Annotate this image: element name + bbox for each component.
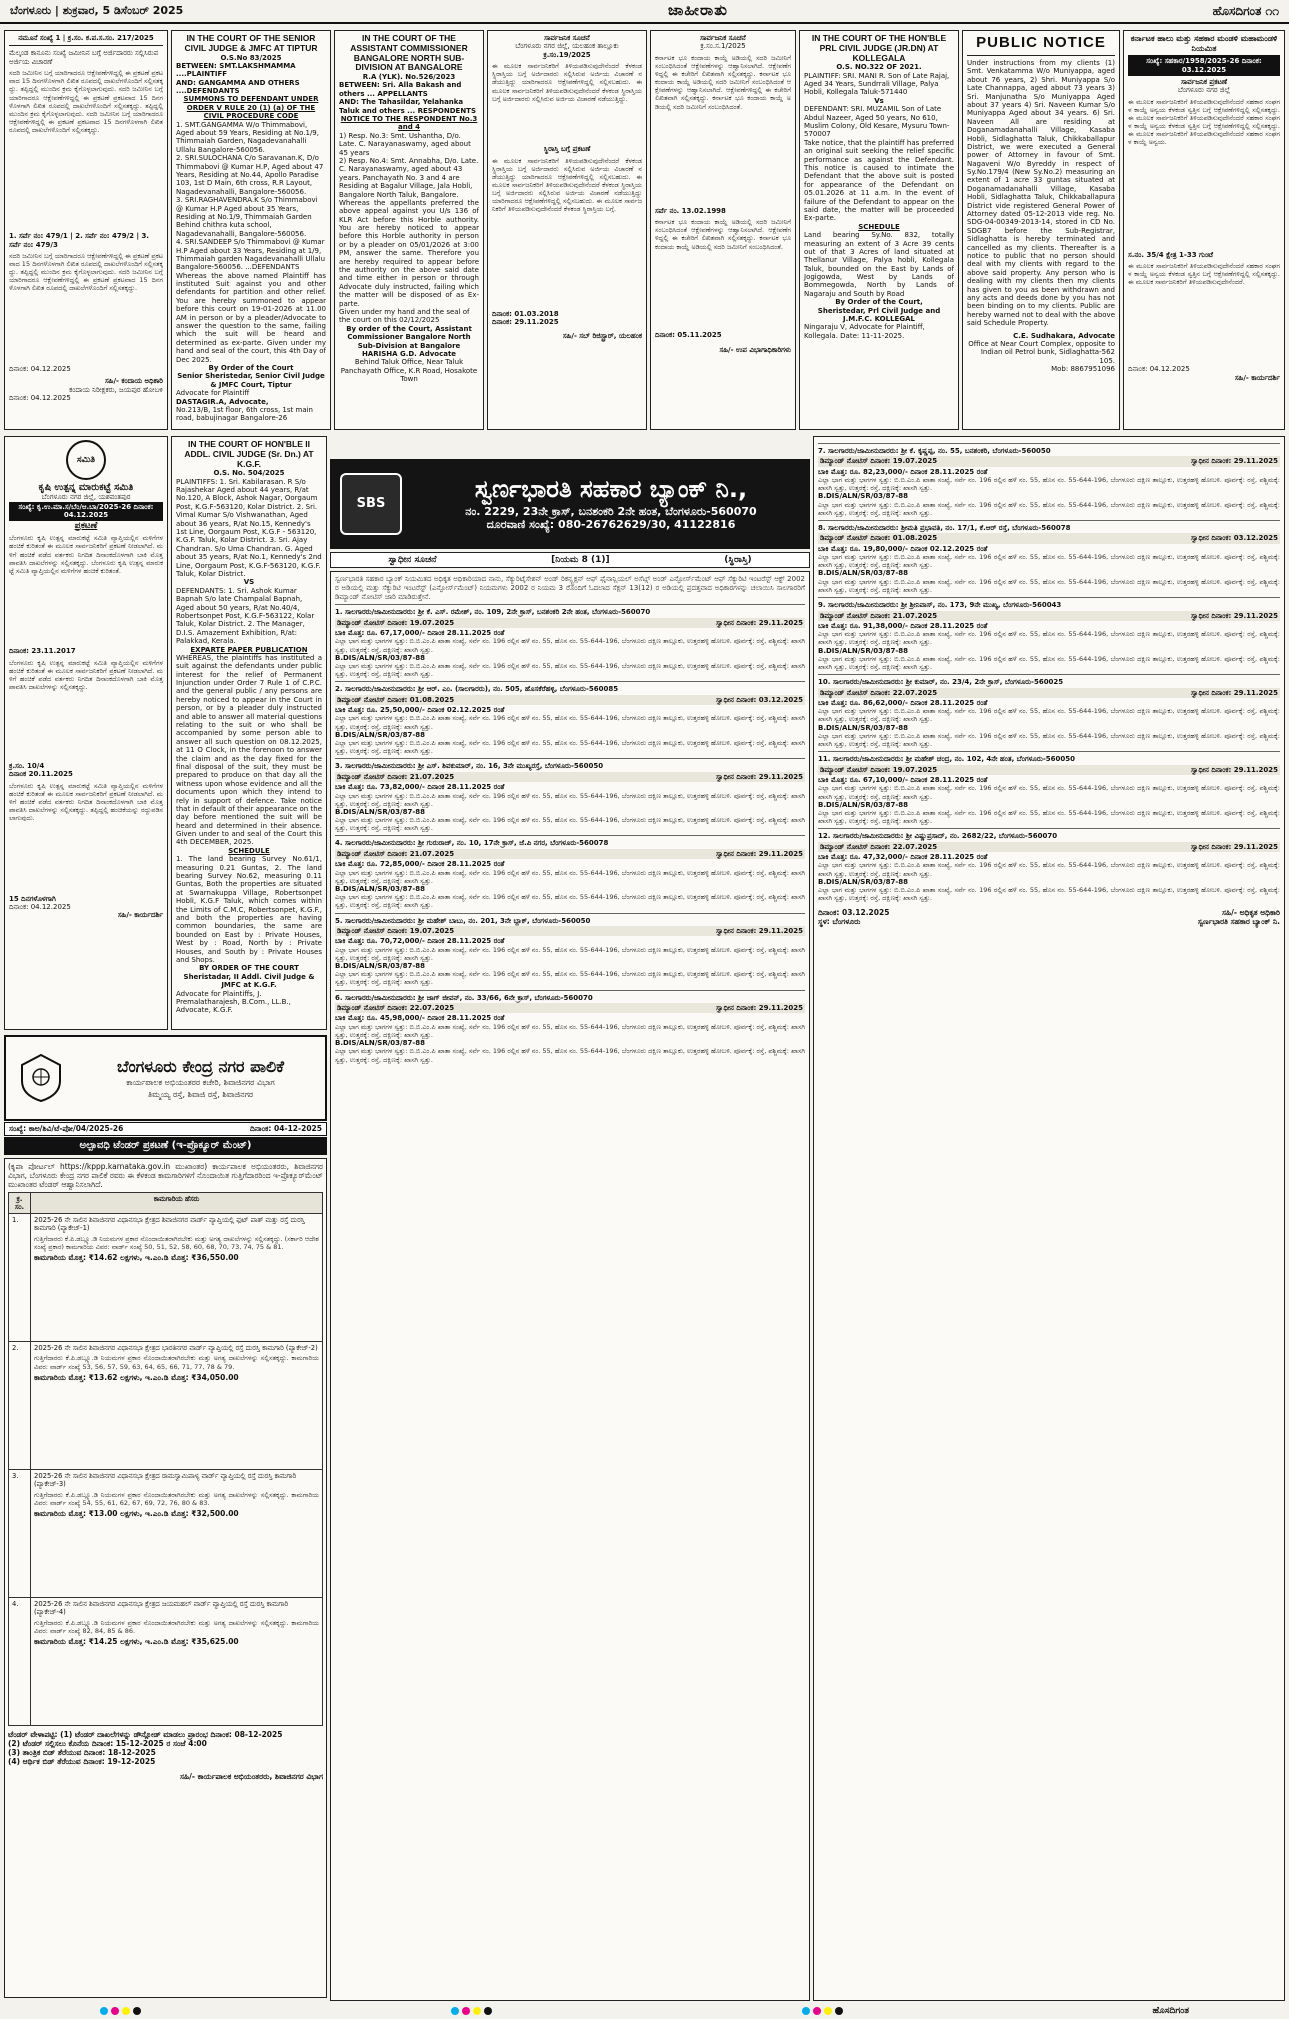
tender-col-no: ಕ್ರ. ಸಂ. [9, 1193, 31, 1214]
milk-federation-notice [1123, 30, 1285, 430]
account-entry [818, 520, 1280, 594]
account-desc-2: ಎಲ್ಲಾ ಭಾಗ ಮತ್ತು ಭಾಗಗಳ ಸ್ವತ್ತು: ಬಿ.ಬಿ.ಎಂ.ಪಿ ಖಾತಾ ಸಂಖ್ಯೆ, ಸರ್ವೆ ನಂ. 196 ರಲ್ಲಿನ ಹಳೆ ನಂ. 55, ಹೊಸ ನಂ. 55-644-196, ಬೆಂಗಳೂರು ದಕ್ಷಿಣ ತಾಲ್ಲೂಕು, ಉತ್ತರಹಳ್ಳಿ ಹೋಬಳಿ. ಪೂರ್ವಕ್ಕೆ: ರಸ್ತೆ, ಪಶ್ಚಿಮಕ್ಕೆ: ಖಾಸಗಿ ಸ್ವತ್ತು, ಉತ್ತರಕ್ಕೆ: ರಸ್ತೆ, ದಕ್ಷಿಣಕ್ಕೆ: ಖಾಸಗಿ ಸ್ವತ್ತು. [335, 739, 805, 756]
tiptur-and: AND: GANGAMMA AND OTHERS ....DEFENDANTS [176, 78, 300, 96]
account-head: 4. ಸಾಲಗಾರರು/ಜಾಮೀನುದಾರರು: ಶ್ರೀ ಗುರುರಾಜ್, ನಂ. 10, 17ನೇ ಕ್ರಾಸ್, ಜೆ.ಪಿ ನಗರ, ಬೆಂಗಳೂರು-560078 [335, 839, 609, 848]
bank-logo: SBS [340, 473, 402, 535]
tender-row-amount: ಕಾಮಗಾರಿಯ ಮೊತ್ತ: ₹13.00 ಲಕ್ಷಗಳು, ಇ.ಎಂ.ಡಿ ಮೊತ್ತ: ₹32,500.00 [34, 1508, 239, 1518]
account-amount: ಬಾಕಿ ಮೊತ್ತ: ರೂ. 25,50,000/- ದಿನಾಂಕ 02.12.2025 ರಂತೆ [335, 706, 505, 715]
account-entry [818, 443, 1280, 517]
bbmp-header [4, 1035, 327, 1121]
land-notice [4, 30, 168, 430]
possession-date: ಸ್ವಾಧೀನ ದಿನಾಂಕ: 29.11.2025 [716, 1003, 803, 1012]
account-ref: B.DIS/ALN/SR/03/87-88 [335, 807, 425, 816]
demand-date: ಡಿಮ್ಯಾಂಡ್ ನೋಟಿಸ್ ದಿನಾಂಕ: 22.07.2025 [337, 1003, 455, 1012]
tender-row-no: 1. [9, 1214, 31, 1342]
tender-row-filler: ಗುತ್ತಿಗೆದಾರರು ಕೆ.ಪಿ.ಡಬ್ಲ್ಯೂ.ಡಿ ನಿಯಮಗಳ ಪ್ರಕಾರ ನೊಂದಾಯಿತರಾಗಿರಬೇಕು ಮತ್ತು ಅಗತ್ಯ ದಾಖಲೆಗಳನ್ನು ಸಲ್ಲಿಸತಕ್ಕದ್ದು. (ಸರ್ಕಾರಿ ಆದೇಶ ಸಂಖ್ಯೆ ಪ್ರಕಾರ) ಕಾಮಗಾರಿಯ ವಿವರ: ವಾರ್ಡ್ ಸಂಖ್ಯೆ 50, 51, 52, 58, 60, 68, 70, 73, 74, 75 & 81. [34, 1234, 319, 1251]
bank-accounts-left [330, 571, 810, 2001]
milk-body: ಈ ಮೂಲಕ ಸಾರ್ವಜನಿಕರಿಗೆ ತಿಳಿಯಪಡಿಸುವುದೇನೆಂದರೆ ಸಹಕಾರ ಸಂಘಗಳ ಕಾಯ್ದೆ ಅನ್ವಯ ಕೆಳಕಂಡ ಸ್ವತ್ತಿನ ಬಗ್ಗೆ ಆಕ್ಷೇಪಣೆಗಳಿದ್ದಲ್ಲಿ ಸಲ್ಲಿಸತಕ್ಕದ್ದು. ಈ ಮೂಲಕ ಸಾರ್ವಜನಿಕರಿಗೆ ತಿಳಿಯಪಡಿಸುವುದೇನೆಂದರೆ ಸಹಕಾರ ಸಂಘಗಳ ಕಾಯ್ದೆ ಅನ್ವಯ ಕೆಳಕಂಡ ಸ್ವತ್ತಿನ ಬಗ್ಗೆ ಆಕ್ಷೇಪಣೆಗಳಿದ್ದಲ್ಲಿ ಸಲ್ಲಿಸತಕ್ಕದ್ದು. ಈ ಮೂಲಕ ಸಾರ್ವಜನಿಕರಿಗೆ ತಿಳಿಯಪಡಿಸುವುದೇನೆಂದರೆ ಸಹಕಾರ ಸಂಘಗಳ ಕಾಯ್ದೆ ಅನ್ವಯ. [1128, 97, 1280, 147]
kollegala-schedule-title: SCHEDULE [858, 222, 900, 231]
mid-notice-1-body: ಈ ಮೂಲಕ ಸಾರ್ವಜನಿಕರಿಗೆ ತಿಳಿಯಪಡಿಸುವುದೇನೆಂದರೆ ಕೆಳಕಂಡ ಸ್ಥಿರಾಸ್ತಿಯ ಬಗ್ಗೆ ಅರ್ಜಿದಾರರು ಸಲ್ಲಿಸಿರುವ ಅರ್ಜಿಯ ವಿಚಾರಣೆ ನಡೆಯುತ್ತಿದ್ದು ಯಾರಿಗಾದರೂ ಆಕ್ಷೇಪಣೆಗಳಿದ್ದಲ್ಲಿ ಸಲ್ಲಿಸಬಹುದು. ಈ ಮೂಲಕ ಸಾರ್ವಜನಿಕರಿಗೆ ತಿಳಿಯಪಡಿಸುವುದೇನೆಂದರೆ ಕೆಳಕಂಡ ಸ್ಥಿರಾಸ್ತಿಯ ಬಗ್ಗೆ ಅರ್ಜಿದಾರರು ಸಲ್ಲಿಸಿರುವ ಅರ್ಜಿಯ ವಿಚಾರಣೆ ನಡೆಯುತ್ತಿದ್ದು. [492, 62, 642, 103]
mid-notice-1-line: ದಿನಾಂಕ: 29.11.2025 [492, 317, 559, 326]
possession-notice-tag [330, 552, 810, 568]
milk-line: ಬೆಂಗಳೂರು ನಗರ ಜಿಲ್ಲೆ [1177, 86, 1231, 95]
possession-date: ಸ್ವಾಧೀನ ದಿನಾಂಕ: 29.11.2025 [1191, 765, 1278, 774]
account-desc-2: ಎಲ್ಲಾ ಭಾಗ ಮತ್ತು ಭಾಗಗಳ ಸ್ವತ್ತು: ಬಿ.ಬಿ.ಎಂ.ಪಿ ಖಾತಾ ಸಂಖ್ಯೆ, ಸರ್ವೆ ನಂ. 196 ರಲ್ಲಿನ ಹಳೆ ನಂ. 55, ಹೊಸ ನಂ. 55-644-196, ಬೆಂಗಳೂರು ದಕ್ಷಿಣ ತಾಲ್ಲೂಕು, ಉತ್ತರಹಳ್ಳಿ ಹೋಬಳಿ. ಪೂರ್ವಕ್ಕೆ: ರಸ್ತೆ, ಪಶ್ಚಿಮಕ್ಕೆ: ಖಾಸಗಿ ಸ್ವತ್ತು, ಉತ್ತರಕ್ಕೆ: ರಸ್ತೆ, ದಕ್ಷಿಣಕ್ಕೆ: ಖಾಸಗಿ ಸ್ವತ್ತು. [818, 577, 1280, 594]
tiptur-os: O.S.No 83/2025 [220, 53, 282, 62]
tender-row-filler: ಗುತ್ತಿಗೆದಾರರು ಕೆ.ಪಿ.ಡಬ್ಲ್ಯೂ.ಡಿ ನಿಯಮಗಳ ಪ್ರಕಾರ ನೊಂದಾಯಿತರಾಗಿರಬೇಕು ಮತ್ತು ಅಗತ್ಯ ದಾಖಲೆಗಳನ್ನು ಸಲ್ಲಿಸತಕ್ಕದ್ದು. ಕಾಮಗಾರಿಯ ವಿವರ: ವಾರ್ಡ್ ಸಂಖ್ಯೆ 53, 56, 57, 59, 63, 64, 65, 66, 71, 77, 78 & 79. [34, 1354, 319, 1371]
account-ref: B.DIS/ALN/SR/03/87-88 [818, 723, 908, 732]
account-desc: ಎಲ್ಲಾ ಭಾಗ ಮತ್ತು ಭಾಗಗಳ ಸ್ವತ್ತು: ಬಿ.ಬಿ.ಎಂ.ಪಿ ಖಾತಾ ಸಂಖ್ಯೆ, ಸರ್ವೆ ನಂ. 196 ರಲ್ಲಿನ ಹಳೆ ನಂ. 55, ಹೊಸ ನಂ. 55-644-196, ಬೆಂಗಳೂರು ದಕ್ಷಿಣ ತಾಲ್ಲೂಕು, ಉತ್ತರಹಳ್ಳಿ ಹೋಬಳಿ. ಪೂರ್ವಕ್ಕೆ: ರಸ್ತೆ, ಪಶ್ಚಿಮಕ್ಕೆ: ಖಾಸಗಿ ಸ್ವತ್ತು, ಉತ್ತರಕ್ಕೆ: ರಸ್ತೆ, ದಕ್ಷಿಣಕ್ಕೆ: ಖಾಸಗಿ ಸ್ವತ್ತು. [335, 714, 805, 731]
tiptur-summons: SUMMONS TO DEFENDANT UNDER ORDER V RULE 20 (1) (a) OF THE CIVIL PROCEDURE CODE [183, 95, 319, 121]
divider [967, 55, 1115, 56]
tender-sign: ಸಹಿ/- ಕಾರ್ಯಪಾಲಕ ಅಭಿಯಂತರರು, ಶಿವಾಜಿನಗರ ವಿಭಾಗ [179, 1772, 323, 1782]
public-notice-mob: Mob: 8867951096 [1051, 365, 1115, 374]
bbmp-sub1: ಕಾರ್ಯಪಾಲಕ ಅಭಿಯಂತರರ ಕಚೇರಿ, ಶಿವಾಜಿನಗರ ವಿಭಾಗ [126, 1078, 275, 1088]
possession-date: ಸ್ವಾಧೀನ ದಿನಾಂಕ: 29.11.2025 [716, 772, 803, 781]
color-registration-marks [451, 2007, 492, 2015]
accounts-right-list [818, 443, 1280, 902]
milk-body-2: ಈ ಮೂಲಕ ಸಾರ್ವಜನಿಕರಿಗೆ ತಿಳಿಯಪಡಿಸುವುದೇನೆಂದರೆ ಸಹಕಾರ ಸಂಘಗಳ ಕಾಯ್ದೆ ಅನ್ವಯ ಕೆಳಕಂಡ ಸ್ವತ್ತಿನ ಬಗ್ಗೆ ಆಕ್ಷೇಪಣೆಗಳಿದ್ದಲ್ಲಿ ಸಲ್ಲಿಸತಕ್ಕದ್ದು. ಈ ಮೂಲಕ ಸಾರ್ವಜನಿಕರಿಗೆ ತಿಳಿಯಪಡಿಸುವುದೇನೆಂದರೆ. [1128, 262, 1280, 287]
account-head: 6. ಸಾಲಗಾರರು/ಜಾಮೀನುದಾರರು: ಶ್ರೀ ಜಾಗ್ ಜೀವನ್, ನಂ. 33/66, 6ನೇ ಕ್ರಾಸ್, ಬೆಂಗಳೂರು-560070 [335, 993, 593, 1002]
possession-date: ಸ್ವಾಧೀನ ದಿನಾಂಕ: 03.12.2025 [1191, 534, 1278, 543]
tender-row-desc-cell [31, 1214, 323, 1342]
krishi-logo-label: ಸಮಿತಿ [76, 454, 96, 465]
tender-row-desc: 2025-26 ನೇ ಸಾಲಿನ ಶಿವಾಜಿನಗರ ವಿಧಾನಸಭಾ ಕ್ಷೇತ್ರದ ಶಿವಾಜಿನಗರ ವಾರ್ಡ್ ವ್ಯಾಪ್ತಿಯಲ್ಲಿ ಫುಟ್ ಪಾತ್ ಮತ್ತು ರಸ್ತೆ ದುರಸ್ತಿ ಕಾಮಗಾರಿ (ಪ್ಯಾಕೇಜ್-1) [34, 1216, 305, 1233]
account-head: 5. ಸಾಲಗಾರರು/ಜಾಮೀನುದಾರರು: ಶ್ರೀ ಮಹೇಶ್ ಬಾಬು, ನಂ. 201, 3ನೇ ಬ್ಲಾಕ್, ಬೆಂಗಳೂರು-560050 [335, 916, 591, 925]
account-desc-2: ಎಲ್ಲಾ ಭಾಗ ಮತ್ತು ಭಾಗಗಳ ಸ್ವತ್ತು: ಬಿ.ಬಿ.ಎಂ.ಪಿ ಖಾತಾ ಸಂಖ್ಯೆ, ಸರ್ವೆ ನಂ. 196 ರಲ್ಲಿನ ಹಳೆ ನಂ. 55, ಹೊಸ ನಂ. 55-644-196, ಬೆಂಗಳೂರು ದಕ್ಷಿಣ ತಾಲ್ಲೂಕು, ಉತ್ತರಹಳ್ಳಿ ಹೋಬಳಿ. ಪೂರ್ವಕ್ಕೆ: ರಸ್ತೆ, ಪಶ್ಚಿಮಕ್ಕೆ: ಖಾಸಗಿ ಸ್ವತ್ತು, ಉತ್ತರಕ್ಕೆ: ರಸ್ತೆ, ದಕ್ಷಿಣಕ್ಕೆ: ಖಾಸಗಿ ಸ್ವತ್ತು. [335, 970, 805, 987]
tender-schedule-line: ಟೆಂಡರ್ ವೇಳಾಪಟ್ಟಿ: (1) ಟೆಂಡರ್ ದಾಖಲೆಗಳನ್ನು ಡೌನ್ಲೋಡ್ ಮಾಡಲು ಪ್ರಾರಂಭ ದಿನಾಂಕ: 08-12-2025 [8, 1730, 283, 1740]
possession-date: ಸ್ವಾಧೀನ ದಿನಾಂಕ: 29.11.2025 [1191, 611, 1278, 620]
mid-notice-2-header: ಸಾರ್ವಜನಿಕ ಸೂಚನೆ [700, 34, 746, 42]
mid-notice-2-line: ದಿನಾಂಕ: 05.11.2025 [655, 331, 722, 340]
tiptur-defendant: 2. SRI.SULOCHANA C/o Saravanan.K, D/o Thimmabovi @ Kumar H.P, Aged about 47 Years, Residing at No.44, Apollo Paradise 103, 1st D Main, 6th cross, R.R Layout, Nagadevanahalli, Bangalore-560056. [176, 154, 324, 196]
demand-date: ಡಿಮ್ಯಾಂಡ್ ನೋಟಿಸ್ ದಿನಾಂಕ: 21.07.2025 [820, 611, 938, 620]
tender-row-amount: ಕಾಮಗಾರಿಯ ಮೊತ್ತ: ₹14.62 ಲಕ್ಷಗಳು, ಇ.ಎಂ.ಡಿ ಮೊತ್ತ: ₹36,550.00 [34, 1252, 239, 1262]
account-entry [818, 597, 1280, 671]
masthead-brand: ಹೊಸದಿಗಂತ [1212, 3, 1262, 18]
tender-schedule-line: (4) ಆರ್ಥಿಕ ಬಿಡ್ ತೆರೆಯುವ ದಿನಾಂಕ: 19-12-2025 [8, 1757, 156, 1767]
land-notice-header: ನಮೂನೆ ಸಂಖ್ಯೆ 1 | ಕ್ರ.ಸಂ. ಕ.ಪ.ಸ.ಸಂ. 217/2025 [18, 34, 154, 42]
tender-row-desc-cell [31, 1598, 323, 1726]
milk-sign: ಸಹಿ/- ಕಾರ್ಯದರ್ಶಿ [1234, 373, 1280, 382]
krishi-sign: ಸಹಿ/- ಕಾರ್ಯದರ್ಶಿ [117, 911, 163, 920]
krishi-body-2: ಬೆಂಗಳೂರು ಕೃಷಿ ಉತ್ಪನ್ನ ಮಾರುಕಟ್ಟೆ ಸಮಿತಿ ವ್ಯಾಪ್ತಿಯಲ್ಲಿನ ಮಳಿಗೆಗಳ ಹಂಚಿಕೆ ಕುರಿತಂತೆ ಈ ಮೂಲಕ ಸಾರ್ವಜನಿಕರಿಗೆ ಪ್ರಕಟಣೆ ನೀಡಲಾಗಿದೆ. ಮಳಿಗೆ ಹಂಚಿಕೆ ಪಡೆದ ವರ್ತಕರು ನಿಗದಿತ ದಿನಾಂಕದೊಳಗಾಗಿ ಬಾಕಿ ಮೊತ್ತ ಪಾವತಿಸಿ ದಾಖಲೆಗಳನ್ನು ಸಲ್ಲಿಸತಕ್ಕದ್ದು. [9, 658, 163, 692]
account-ref: B.DIS/ALN/SR/03/87-88 [818, 800, 908, 809]
yelahanka-case: R.A (YLK). No.526/2023 [362, 73, 456, 82]
divider [9, 45, 163, 46]
account-ref: B.DIS/ALN/SR/03/87-88 [335, 653, 425, 662]
account-dates [818, 533, 1280, 543]
account-dates [818, 765, 1280, 775]
tiptur-between: BETWEEN: SMT.LAKSHMAMMA ....PLAINTIFF [176, 61, 296, 79]
account-desc: ಎಲ್ಲಾ ಭಾಗ ಮತ್ತು ಭಾಗಗಳ ಸ್ವತ್ತು: ಬಿ.ಬಿ.ಎಂ.ಪಿ ಖಾತಾ ಸಂಖ್ಯೆ, ಸರ್ವೆ ನಂ. 196 ರಲ್ಲಿನ ಹಳೆ ನಂ. 55, ಹೊಸ ನಂ. 55-644-196, ಬೆಂಗಳೂರು ದಕ್ಷಿಣ ತಾಲ್ಲೂಕು, ಉತ್ತರಹಳ್ಳಿ ಹೋಬಳಿ. ಪೂರ್ವಕ್ಕೆ: ರಸ್ತೆ, ಪಶ್ಚಿಮಕ್ಕೆ: ಖಾಸಗಿ ಸ್ವತ್ತು, ಉತ್ತರಕ್ಕೆ: ರಸ್ತೆ, ದಕ್ಷಿಣಕ್ಕೆ: ಖಾಸಗಿ ಸ್ವತ್ತು. [335, 637, 805, 654]
tender-title: ಅಲ್ಪಾವಧಿ ಟೆಂಡರ್ ಪ್ರಕಟಣೆ (ಇ-ಪ್ರೊಕ್ಯೂರ್ ಮೆಂಟ್) [4, 1137, 327, 1155]
bank-banner [330, 459, 810, 549]
land-notice-line: ಮೆಲ್ಕಂಡ ಕಾನೂನು ಸಂಖ್ಯೆ ಜಮೀನಿನ ಬಗ್ಗೆ ಅರ್ಜಿದಾರರು ಸಲ್ಲಿಸಿರುವ ಅರ್ಜಿಯ ವಿಚಾರಣೆ [9, 49, 159, 66]
demand-date: ಡಿಮ್ಯಾಂಡ್ ನೋಟಿಸ್ ದಿನಾಂಕ: 21.07.2025 [337, 772, 455, 781]
demand-date: ಡಿಮ್ಯಾಂಡ್ ನೋಟಿಸ್ ದಿನಾಂಕ: 22.07.2025 [820, 842, 938, 851]
kollegala-adv: Ningaraju V, Advocate for Plaintiff, Kollegala. Date: 11-11-2025. [804, 323, 925, 340]
bank-accounts-right [813, 436, 1285, 2001]
color-registration-marks [100, 2007, 141, 2015]
kgf-body: WHEREAS, the plaintiffs has instituted a suit against the defendants under public interest for the relief of Permanent Injunction under Order 7 Rule 1 of C.P.C. and the general public / any persons are hereby noticed to appear in the Court in person, or by a pleader duly instructed and able to answer all material questions relating to the suit or who shall be accompanied by some person able to answer all such question on 08.12.2025, at 11 O Clock, in the forenoon to answer the claim and as the day fixed for the final disposal of the suit, they must be prepared to produce on that day all the witness upon whose evidence and all the documents upon which they intend to rely in support of defence. Take notice that in default of their appearance on the day before mentioned the suit will be heard and determined in their absence. Given under to and seal of the Court this 4th DECEMBER, 2025. [176, 653, 322, 847]
account-desc-2: ಎಲ್ಲಾ ಭಾಗ ಮತ್ತು ಭಾಗಗಳ ಸ್ವತ್ತು: ಬಿ.ಬಿ.ಎಂ.ಪಿ ಖಾತಾ ಸಂಖ್ಯೆ, ಸರ್ವೆ ನಂ. 196 ರಲ್ಲಿನ ಹಳೆ ನಂ. 55, ಹೊಸ ನಂ. 55-644-196, ಬೆಂಗಳೂರು ದಕ್ಷಿಣ ತಾಲ್ಲೂಕು, ಉತ್ತರಹಳ್ಳಿ ಹೋಬಳಿ. ಪೂರ್ವಕ್ಕೆ: ರಸ್ತೆ, ಪಶ್ಚಿಮಕ್ಕೆ: ಖಾಸಗಿ ಸ್ವತ್ತು, ಉತ್ತರಕ್ಕೆ: ರಸ್ತೆ, ದಕ್ಷಿಣಕ್ಕೆ: ಖಾಸಗಿ ಸ್ವತ್ತು. [335, 816, 805, 833]
tender-row-desc: 2025-26 ನೇ ಸಾಲಿನ ಶಿವಾಜಿನಗರ ವಿಧಾನಸಭಾ ಕ್ಷೇತ್ರದ ಜಯಮಹಲ್ ವಾರ್ಡ್ ವ್ಯಾಪ್ತಿಯಲ್ಲಿ ರಸ್ತೆ ದುರಸ್ತಿ ಕಾಮಗಾರಿ (ಪ್ಯಾಕೇಜ್-4) [34, 1600, 289, 1617]
tiptur-body: Whereas the above named Plaintiff has instituted Suit against you and other defendants for partition and other relief. You are hereby summoned to appear before this court on 19-01-2026 at 11.00 AM in person or by a pleader/Advocate to answer the question to the same, failing which the suit will be heard and determined as ex-parte. Given under my hand and seal of the court, this 4th Day of Dec 2025. [176, 271, 326, 364]
mid-notice-2 [650, 30, 796, 430]
account-amount: ಬಾಕಿ ಮೊತ್ತ: ರೂ. 70,72,000/- ದಿನಾಂಕ 28.11.2025 ರಂತೆ [335, 937, 505, 946]
account-head: 11. ಸಾಲಗಾರರು/ಜಾಮೀನುದಾರರು: ಶ್ರೀ ಮಹೇಶ್ ಚಂದ್ರ, ನಂ. 102, 4ನೇ ಹಂತ, ಬೆಂಗಳೂರು-560050 [818, 755, 1075, 764]
account-desc-2: ಎಲ್ಲಾ ಭಾಗ ಮತ್ತು ಭಾಗಗಳ ಸ್ವತ್ತು: ಬಿ.ಬಿ.ಎಂ.ಪಿ ಖಾತಾ ಸಂಖ್ಯೆ, ಸರ್ವೆ ನಂ. 196 ರಲ್ಲಿನ ಹಳೆ ನಂ. 55, ಹೊಸ ನಂ. 55-644-196, ಬೆಂಗಳೂರು ದಕ್ಷಿಣ ತಾಲ್ಲೂಕು, ಉತ್ತರಹಳ್ಳಿ ಹೋಬಳಿ. ಪೂರ್ವಕ್ಕೆ: ರಸ್ತೆ, ಪಶ್ಚಿಮಕ್ಕೆ: ಖಾಸಗಿ ಸ್ವತ್ತು, ಉತ್ತರಕ್ಕೆ: ರಸ್ತೆ, ದಕ್ಷಿಣಕ್ಕೆ: ಖಾಸಗಿ ಸ್ವತ್ತು. [818, 809, 1280, 826]
kgf-order: BY ORDER OF THE COURT [199, 964, 299, 973]
land-notice-date: ದಿನಾಂಕ: 04.12.2025 [9, 364, 71, 373]
kollegala-court: Sheristedar, Prl Civil Judge and J.M.F.C. KOLLEGAL [817, 306, 941, 324]
account-amount: ಬಾಕಿ ಮೊತ್ತ: ರೂ. 91,38,000/- ದಿನಾಂಕ 28.11.2025 ರಂತೆ [818, 621, 988, 630]
account-desc: ಎಲ್ಲಾ ಭಾಗ ಮತ್ತು ಭಾಗಗಳ ಸ್ವತ್ತು: ಬಿ.ಬಿ.ಎಂ.ಪಿ ಖಾತಾ ಸಂಖ್ಯೆ, ಸರ್ವೆ ನಂ. 196 ರಲ್ಲಿನ ಹಳೆ ನಂ. 55, ಹೊಸ ನಂ. 55-644-196, ಬೆಂಗಳೂರು ದಕ್ಷಿಣ ತಾಲ್ಲೂಕು, ಉತ್ತರಹಳ್ಳಿ ಹೋಬಳಿ. ಪೂರ್ವಕ್ಕೆ: ರಸ್ತೆ, ಪಶ್ಚಿಮಕ್ಕೆ: ಖಾಸಗಿ ಸ್ವತ್ತು, ಉತ್ತರಕ್ಕೆ: ರಸ್ತೆ, ದಕ್ಷಿಣಕ್ಕೆ: ಖಾಸಗಿ ಸ್ವತ್ತು. [335, 1022, 805, 1039]
mid-notice-1-line: ಬೆಂಗಳೂರು ನಗರ ಜಿಲ್ಲೆ, ಯಲಹಂಕ ತಾಲ್ಲೂಕು [515, 42, 619, 51]
tender-row-filler: ಗುತ್ತಿಗೆದಾರರು ಕೆ.ಪಿ.ಡಬ್ಲ್ಯೂ.ಡಿ ನಿಯಮಗಳ ಪ್ರಕಾರ ನೊಂದಾಯಿತರಾಗಿರಬೇಕು ಮತ್ತು ಅಗತ್ಯ ದಾಖಲೆಗಳನ್ನು ಸಲ್ಲಿಸತಕ್ಕದ್ದು. ಕಾಮಗಾರಿಯ ವಿವರ: ವಾರ್ಡ್ ಸಂಖ್ಯೆ 82, 84, 85 & 86. [34, 1618, 319, 1635]
tender-row-desc: 2025-26 ನೇ ಸಾಲಿನ ಶಿವಾಜಿನಗರ ವಿಧಾನಸಭಾ ಕ್ಷೇತ್ರದ ಭಾರತಿನಗರ ವಾರ್ಡ್ ವ್ಯಾಪ್ತಿಯಲ್ಲಿ ರಸ್ತೆ ದುರಸ್ತಿ ಕಾಮಗಾರಿ (ಪ್ಯಾಕೇಜ್-2) [34, 1344, 318, 1353]
tender-schedule-line: (3) ತಾಂತ್ರಿಕ ಬಿಡ್ ತೆರೆಯುವ ದಿನಾಂಕ: 18-12-2025 [8, 1748, 156, 1758]
masthead-section: ಜಾಹೀರಾತು [667, 1, 728, 20]
table-row [9, 1598, 323, 1726]
tender-row-amount: ಕಾಮಗಾರಿಯ ಮೊತ್ತ: ₹13.62 ಲಕ್ಷಗಳು, ಇ.ಎಂ.ಡಿ ಮೊತ್ತ: ₹34,050.00 [34, 1372, 239, 1382]
kollegala-order: By Order of the Court, [835, 298, 923, 307]
yelahanka-notice-head: NOTICE TO THE RESPONDENT No.3 and 4 [340, 115, 478, 132]
kollegala-schedule: Land bearing Sy.No. 832, totally measuring an extent of 3 Acre 39 cents out of that 3 Acres of land situated at Thellanur Village, Palya hobli, Kollegala Taluk, bounded on the East by Lands of Jogigowda, West by Lands of Bommegowda, North by Lands of Nagaraju and South by Road [804, 231, 954, 298]
table-row [9, 1214, 323, 1342]
yelahanka-adv-addr: Behind Taluk Office, Near Taluk Panchayath Office, K.R Road, Hosakote Town [340, 358, 478, 384]
account-dates [335, 926, 805, 936]
account-entry [335, 990, 805, 1064]
yelahanka-given: Given under my hand and the seal of the court on this 02/12/2025 [339, 308, 470, 325]
account-desc-2: ಎಲ್ಲಾ ಭಾಗ ಮತ್ತು ಭಾಗಗಳ ಸ್ವತ್ತು: ಬಿ.ಬಿ.ಎಂ.ಪಿ ಖಾತಾ ಸಂಖ್ಯೆ, ಸರ್ವೆ ನಂ. 196 ರಲ್ಲಿನ ಹಳೆ ನಂ. 55, ಹೊಸ ನಂ. 55-644-196, ಬೆಂಗಳೂರು ದಕ್ಷಿಣ ತಾಲ್ಲೂಕು, ಉತ್ತರಹಳ್ಳಿ ಹೋಬಳಿ. ಪೂರ್ವಕ್ಕೆ: ರಸ್ತೆ, ಪಶ್ಚಿಮಕ್ಕೆ: ಖಾಸಗಿ ಸ್ವತ್ತು, ಉತ್ತರಕ್ಕೆ: ರಸ್ತೆ, ದಕ್ಷಿಣಕ್ಕೆ: ಖಾಸಗಿ ಸ್ವತ್ತು. [818, 500, 1280, 517]
kollegala-court-notice [799, 30, 959, 430]
account-ref: B.DIS/ALN/SR/03/87-88 [335, 730, 425, 739]
yelahanka-and: AND: The Tahasildar, Yelahanka Taluk and others ... RESPONDENTS [339, 98, 477, 115]
masthead-brand-wrap [1213, 4, 1279, 18]
accounts-left-list [335, 604, 805, 1063]
milk-title: ಕರ್ನಾಟಕ ಹಾಲು ಮತ್ತು ಸಹಕಾರ ಮಂಡಳಿ ಮಹಾಮಂಡಳಿ ನಿಯಮಿತ [1130, 34, 1278, 53]
account-head: 8. ಸಾಲಗಾರರು/ಜಾಮೀನುದಾರರು: ಶ್ರೀಮತಿ ಪ್ರಭಾವತಿ, ನಂ. 17/1, ಕೆ.ಆರ್ ರಸ್ತೆ, ಬೆಂಗಳೂರು-560078 [818, 524, 1071, 533]
krishi-line: ದಿನಾಂಕ 20.11.2025 [9, 770, 73, 779]
account-dates [335, 772, 805, 782]
account-head: 3. ಸಾಲಗಾರರು/ಜಾಮೀನುದಾರರು: ಶ್ರೀ ಎಸ್. ಶಿವಕುಮಾರ್, ನಂ. 16, 3ನೇ ಮುಖ್ಯರಸ್ತೆ, ಬೆಂಗಳೂರು-560050 [335, 762, 604, 771]
krishi-body: ಬೆಂಗಳೂರು ಕೃಷಿ ಉತ್ಪನ್ನ ಮಾರುಕಟ್ಟೆ ಸಮಿತಿ ವ್ಯಾಪ್ತಿಯಲ್ಲಿನ ಮಳಿಗೆಗಳ ಹಂಚಿಕೆ ಕುರಿತಂತೆ ಈ ಮೂಲಕ ಸಾರ್ವಜನಿಕರಿಗೆ ಪ್ರಕಟಣೆ ನೀಡಲಾಗಿದೆ. ಮಳಿಗೆ ಹಂಚಿಕೆ ಪಡೆದ ವರ್ತಕರು ನಿಗದಿತ ದಿನಾಂಕದೊಳಗಾಗಿ ಬಾಕಿ ಮೊತ್ತ ಪಾವತಿಸಿ ದಾಖಲೆಗಳನ್ನು ಸಲ್ಲಿಸತಕ್ಕದ್ದು. ಬೆಂಗಳೂರು ಕೃಷಿ ಉತ್ಪನ್ನ ಮಾರುಕಟ್ಟೆ ಸಮಿತಿ ವ್ಯಾಪ್ತಿಯಲ್ಲಿನ ಮಳಿಗೆಗಳ ಹಂಚಿಕೆ ಕುರಿತಂತೆ. [9, 534, 163, 575]
account-desc: ಎಲ್ಲಾ ಭಾಗ ಮತ್ತು ಭಾಗಗಳ ಸ್ವತ್ತು: ಬಿ.ಬಿ.ಎಂ.ಪಿ ಖಾತಾ ಸಂಖ್ಯೆ, ಸರ್ವೆ ನಂ. 196 ರಲ್ಲಿನ ಹಳೆ ನಂ. 55, ಹೊಸ ನಂ. 55-644-196, ಬೆಂಗಳೂರು ದಕ್ಷಿಣ ತಾಲ್ಲೂಕು, ಉತ್ತರಹಳ್ಳಿ ಹೋಬಳಿ. ಪೂರ್ವಕ್ಕೆ: ರಸ್ತೆ, ಪಶ್ಚಿಮಕ್ಕೆ: ಖಾಸಗಿ ಸ್ವತ್ತು, ಉತ್ತರಕ್ಕೆ: ರಸ್ತೆ, ದಕ್ಷಿಣಕ್ಕೆ: ಖಾಸಗಿ ಸ್ವತ್ತು. [335, 868, 805, 885]
tender-row-no: 4. [9, 1598, 31, 1726]
bank-name: ಸ್ವರ್ಣಭಾರತಿ ಸಹಕಾರ ಬ್ಯಾಂಕ್ ನಿ., [474, 474, 748, 503]
krishi-ref: ಸಂಖ್ಯೆ: ಕೃ.ಉ.ಮಾ.ಸ/ಬೆಂ/ಆ.ಬಾ/2025-26 ದಿನಾಂಕ: 04.12.2025 [9, 502, 163, 521]
milk-line: ಸ.ನಂ. 35/4 ಕ್ಷೇತ್ರ 1-33 ಗುಂಟೆ [1128, 250, 1213, 259]
account-dates [335, 849, 805, 859]
color-registration-marks [802, 2007, 843, 2015]
tender-row-filler: ಗುತ್ತಿಗೆದಾರರು ಕೆ.ಪಿ.ಡಬ್ಲ್ಯೂ.ಡಿ ನಿಯಮಗಳ ಪ್ರಕಾರ ನೊಂದಾಯಿತರಾಗಿರಬೇಕು ಮತ್ತು ಅಗತ್ಯ ದಾಖಲೆಗಳನ್ನು ಸಲ್ಲಿಸತಕ್ಕದ್ದು. ಕಾಮಗಾರಿಯ ವಿವರ: ವಾರ್ಡ್ ಸಂಖ್ಯೆ 54, 55, 61, 62, 67, 69, 72, 76, 80 & 83. [34, 1490, 319, 1507]
account-desc: ಎಲ್ಲಾ ಭಾಗ ಮತ್ತು ಭಾಗಗಳ ಸ್ವತ್ತು: ಬಿ.ಬಿ.ಎಂ.ಪಿ ಖಾತಾ ಸಂಖ್ಯೆ, ಸರ್ವೆ ನಂ. 196 ರಲ್ಲಿನ ಹಳೆ ನಂ. 55, ಹೊಸ ನಂ. 55-644-196, ಬೆಂಗಳೂರು ದಕ್ಷಿಣ ತಾಲ್ಲೂಕು, ಉತ್ತರಹಳ್ಳಿ ಹೋಬಳಿ. ಪೂರ್ವಕ್ಕೆ: ರಸ್ತೆ, ಪಶ್ಚಿಮಕ್ಕೆ: ಖಾಸಗಿ ಸ್ವತ್ತು, ಉತ್ತರಕ್ಕೆ: ರಸ್ತೆ, ದಕ್ಷಿಣಕ್ಕೆ: ಖಾಸಗಿ ಸ್ವತ್ತು. [818, 476, 1280, 493]
possession-notice-label: ಸ್ವಾಧೀನ ಸೂಚನೆ [388, 554, 437, 565]
tiptur-defendant: 1. SMT.GANGAMMA W/o Thimmabovi, Aged about 59 Years, Residing at No.1/9, Thimmaiah Garden, Nagadevanahalli Ullalu Bangalore-560056. [176, 120, 319, 154]
account-entry [818, 828, 1280, 902]
mid-notice-1-sign: ಸಹಿ/- ಸಬ್ ರಿಜಿಸ್ಟ್ರಾರ್, ಯಲಹಂಕ [562, 332, 642, 341]
demand-date: ಡಿಮ್ಯಾಂಡ್ ನೋಟಿಸ್ ದಿನಾಂಕ: 19.07.2025 [337, 618, 455, 627]
account-dates [818, 842, 1280, 852]
account-desc-2: ಎಲ್ಲಾ ಭಾಗ ಮತ್ತು ಭಾಗಗಳ ಸ್ವತ್ತು: ಬಿ.ಬಿ.ಎಂ.ಪಿ ಖಾತಾ ಸಂಖ್ಯೆ, ಸರ್ವೆ ನಂ. 196 ರಲ್ಲಿನ ಹಳೆ ನಂ. 55, ಹೊಸ ನಂ. 55-644-196, ಬೆಂಗಳೂರು ದಕ್ಷಿಣ ತಾಲ್ಲೂಕು, ಉತ್ತರಹಳ್ಳಿ ಹೋಬಳಿ. ಪೂರ್ವಕ್ಕೆ: ರಸ್ತೆ, ಪಶ್ಚಿಮಕ್ಕೆ: ಖಾಸಗಿ ಸ್ವತ್ತು, ಉತ್ತರಕ್ಕೆ: ರಸ್ತೆ, ದಕ್ಷಿಣಕ್ಕೆ: ಖಾಸಗಿ ಸ್ವತ್ತು. [335, 893, 805, 910]
mid-notice-2-line: ಕ್ರ.ಸಂ.ಸ.1/2025 [700, 42, 746, 51]
tender-body [4, 1158, 327, 1998]
account-amount: ಬಾಕಿ ಮೊತ್ತ: ರೂ. 73,82,000/- ದಿನಾಂಕ 28.11.2025 ರಂತೆ [335, 783, 505, 792]
kollegala-os: O.S. NO.322 OF 2021. [836, 63, 922, 72]
tender-table [8, 1192, 323, 1726]
land-notice-survey: 1. ಸರ್ವೆ ನಂ: 479/1 | 2. ಸರ್ವೆ ನಂ: 479/2 | 3. ಸರ್ವೆ ನಂ: 479/3 [9, 232, 149, 249]
account-desc: ಎಲ್ಲಾ ಭಾಗ ಮತ್ತು ಭಾಗಗಳ ಸ್ವತ್ತು: ಬಿ.ಬಿ.ಎಂ.ಪಿ ಖಾತಾ ಸಂಖ್ಯೆ, ಸರ್ವೆ ನಂ. 196 ರಲ್ಲಿನ ಹಳೆ ನಂ. 55, ಹೊಸ ನಂ. 55-644-196, ಬೆಂಗಳೂರು ದಕ್ಷಿಣ ತಾಲ್ಲೂಕು, ಉತ್ತರಹಳ್ಳಿ ಹೋಬಳಿ. ಪೂರ್ವಕ್ಕೆ: ರಸ್ತೆ, ಪಶ್ಚಿಮಕ್ಕೆ: ಖಾಸಗಿ ಸ್ವತ್ತು, ಉತ್ತರಕ್ಕೆ: ರಸ್ತೆ, ದಕ್ಷಿಣಕ್ಕೆ: ಖಾಸಗಿ ಸ್ವತ್ತು. [818, 630, 1280, 647]
demand-date: ಡಿಮ್ಯಾಂಡ್ ನೋಟಿಸ್ ದಿನಾಂಕ: 01.08.2025 [337, 695, 455, 704]
kgf-vs: VS [243, 578, 255, 587]
tender-row-no: 3. [9, 1470, 31, 1598]
account-head: 12. ಸಾಲಗಾರರು/ಜಾಮೀನುದಾರರು: ಶ್ರೀ ವಿಷ್ಣುಪ್ರಸಾದ್, ನಂ. 2682/22, ಬೆಂಗಳೂರು-560070 [818, 832, 1058, 841]
demand-date: ಡಿಮ್ಯಾಂಡ್ ನೋಟಿಸ್ ದಿನಾಂಕ: 19.07.2025 [337, 926, 455, 935]
yelahanka-title: IN THE COURT OF THE ASSISTANT COMMISSIONER BANGALORE NORTH SUB-DIVISION AT BANGALORE [350, 33, 468, 73]
footer-brand: ಹೊಸದಿಗಂತ [1152, 2005, 1189, 2016]
tiptur-adv-addr: No.213/B, 1st floor, 6th cross, 1st main road, babujinagar Bangalore-26 [176, 405, 313, 423]
tender-row-desc-cell [31, 1470, 323, 1598]
account-amount: ಬಾಕಿ ಮೊತ್ತ: ರೂ. 47,32,000/- ದಿನಾಂಕ 28.11.2025 ರಂತೆ [818, 853, 988, 862]
demand-date: ಡಿಮ್ಯಾಂಡ್ ನೋಟಿಸ್ ದಿನಾಂಕ: 22.07.2025 [820, 688, 938, 697]
demand-date: ಡಿಮ್ಯಾಂಡ್ ನೋಟಿಸ್ ದಿನಾಂಕ: 19.07.2025 [820, 457, 938, 466]
land-notice-body-2: ಸದರಿ ಜಮೀನಿನ ಬಗ್ಗೆ ಯಾರಿಗಾದರೂ ಆಕ್ಷೇಪಣೆಗಳಿದ್ದಲ್ಲಿ ಈ ಪ್ರಕಟಣೆ ಪ್ರಕಟವಾದ 15 ದಿನಗಳೊಳಗಾಗಿ ಲಿಖಿತ ರೂಪದಲ್ಲಿ ದಾಖಲೆಗಳೊಂದಿಗೆ ಸಲ್ಲಿಸತಕ್ಕದ್ದು. ತಪ್ಪಿದ್ದಲ್ಲಿ ಮುಂದಿನ ಕ್ರಮ ಕೈಗೊಳ್ಳಲಾಗುವುದು. ಸದರಿ ಜಮೀನಿನ ಬಗ್ಗೆ ಯಾರಿಗಾದರೂ ಆಕ್ಷೇಪಣೆಗಳಿದ್ದಲ್ಲಿ ಈ ಪ್ರಕಟಣೆ ಪ್ರಕಟವಾದ 15 ದಿನಗಳೊಳಗಾಗಿ ಲಿಖಿತ ರೂಪದಲ್ಲಿ ದಾಖಲೆಗಳೊಂದಿಗೆ ಸಲ್ಲಿಸತಕ್ಕದ್ದು. [9, 251, 163, 293]
kollegala-body: Take notice, that the plaintiff has preferred an original suit seeking the relief specific performance as against the Defendant. This notice is caused to intimate the Defendant that the above suit is posted for appearance of the Defendant on 05.01.2026 at 11 a.m. In the event of failure of the Defendant to appear on the said date, the matter will be proceeded Ex-parte. [804, 138, 954, 223]
masthead [0, 0, 1289, 24]
mid-notice-1 [487, 30, 647, 430]
mid-notice-2-body: ಕರ್ನಾಟಕ ಭೂ ಕಂದಾಯ ಕಾಯ್ದೆ ಅಡಿಯಲ್ಲಿ ಸದರಿ ಜಮೀನಿಗೆ ಸಂಬಂಧಿಸಿದಂತೆ ಆಕ್ಷೇಪಣೆಗಳನ್ನು ಆಹ್ವಾನಿಸಲಾಗಿದೆ. ಆಕ್ಷೇಪಣೆಗಳಿದ್ದಲ್ಲಿ ಈ ಕಚೇರಿಗೆ ಲಿಖಿತವಾಗಿ ಸಲ್ಲಿಸತಕ್ಕದ್ದು. ಕರ್ನಾಟಕ ಭೂ ಕಂದಾಯ ಕಾಯ್ದೆ ಅಡಿಯಲ್ಲಿ ಸದರಿ ಜಮೀನಿಗೆ ಸಂಬಂಧಿಸಿದಂತೆ ಆಕ್ಷೇಪಣೆಗಳನ್ನು ಆಹ್ವಾನಿಸಲಾಗಿದೆ. ಆಕ್ಷೇಪಣೆಗಳಿದ್ದಲ್ಲಿ ಈ ಕಚೇರಿಗೆ ಲಿಖಿತವಾಗಿ ಸಲ್ಲಿಸತಕ್ಕದ್ದು. ಕರ್ನಾಟಕ ಭೂ ಕಂದಾಯ ಕಾಯ್ದೆ ಅಡಿಯಲ್ಲಿ ಸದರಿ ಜಮೀನಿಗೆ ಸಂಬಂಧಿಸಿದಂತೆ. [655, 53, 791, 111]
table-row [9, 1342, 323, 1470]
account-head: 1. ಸಾಲಗಾರರು/ಜಾಮೀನುದಾರರು: ಶ್ರೀ ಕೆ. ಎಸ್. ರಮೇಶ್, ನಂ. 109, 2ನೇ ಕ್ರಾಸ್, ಬನಶಂಕರಿ 2ನೇ ಹಂತ, ಬೆಂಗಳೂರು-560070 [335, 608, 651, 617]
tiptur-title: IN THE COURT OF THE SENIOR CIVIL JUDGE & JMFC AT TIPTUR [184, 33, 318, 53]
yelahanka-body: Whereas the appellants preferred the above appeal against you U/s 136 of KLR Act before this Horble authority. You are hereby noticed to appear before this Horble authority in person or by a pleader on 05/01/2026 at 3:00 PM, answer the same. Therefore you are hereby required to appear before the authority on the above said date and time either in person or through Advocate duly instructed, failing which the matter will be disposed of as Ex-parte. [339, 198, 479, 308]
account-entry [335, 681, 805, 755]
account-ref: B.DIS/ALN/SR/03/87-88 [335, 961, 425, 970]
account-entry [335, 835, 805, 909]
mid-notice-1-line: ಸ್ಥಿರಾಸ್ತಿ ಬಗ್ಗೆ ಪ್ರಕಟಣೆ [543, 145, 591, 154]
account-desc-2: ಎಲ್ಲಾ ಭಾಗ ಮತ್ತು ಭಾಗಗಳ ಸ್ವತ್ತು: ಬಿ.ಬಿ.ಎಂ.ಪಿ ಖಾತಾ ಸಂಖ್ಯೆ, ಸರ್ವೆ ನಂ. 196 ರಲ್ಲಿನ ಹಳೆ ನಂ. 55, ಹೊಸ ನಂ. 55-644-196, ಬೆಂಗಳೂರು ದಕ್ಷಿಣ ತಾಲ್ಲೂಕು, ಉತ್ತರಹಳ್ಳಿ ಹೋಬಳಿ. ಪೂರ್ವಕ್ಕೆ: ರಸ್ತೆ, ಪಶ್ಚಿಮಕ್ಕೆ: ಖಾಸಗಿ ಸ್ವತ್ತು, ಉತ್ತರಕ್ಕೆ: ರಸ್ತೆ, ದಕ್ಷಿಣಕ್ಕೆ: ಖಾಸಗಿ ಸ್ವತ್ತು. [335, 1047, 805, 1064]
kollegala-defendant: DEFENDANT: SRI. MUZAMIL Son of Late Abdul Nazeer, Aged 50 years, No 610, Muslim Colony, Old Kesare, Mysuru Town-570007 [804, 105, 950, 139]
kgf-defendants: DEFENDANTS: 1. Sri. Ashok Kumar Bapnah S/o late Champalal Bapnah, Aged about 50 years, R/at No.40/4, Robertsonpet Post, K.G.F-563122, Kolar Taluk, Kolar District. 2. The Manager, D.I.S. Amazement Exhibition, R/at: Palakkad, Kerala. [176, 586, 315, 646]
land-notice-sign: ಸಹಿ/- ಕಂದಾಯ ಅಧಿಕಾರಿ [104, 377, 163, 386]
table-row [9, 1470, 323, 1598]
possession-date: ಸ್ವಾಧೀನ ದಿನಾಂಕ: 29.11.2025 [1191, 688, 1278, 697]
page-number: ೧೧ [1265, 3, 1279, 18]
possession-date: ಸ್ವಾಧೀನ ದಿನಾಂಕ: 29.11.2025 [1191, 842, 1278, 851]
krishi-heading: ಪ್ರಕಟಣೆ [74, 520, 98, 531]
account-entry [335, 913, 805, 987]
krishi-title: ಕೃಷಿ ಉತ್ಪನ್ನ ಮಾರುಕಟ್ಟೆ ಸಮಿತಿ [38, 482, 134, 493]
bank-address: ನಂ. 2229, 23ನೇ ಕ್ರಾಸ್, ಬನಶಂಕರಿ 2ನೇ ಹಂತ, ಬೆಂಗಳೂರು-560070 [465, 505, 757, 519]
milk-line: ದಿನಾಂಕ: 04.12.2025 [1128, 365, 1190, 374]
account-desc: ಎಲ್ಲಾ ಭಾಗ ಮತ್ತು ಭಾಗಗಳ ಸ್ವತ್ತು: ಬಿ.ಬಿ.ಎಂ.ಪಿ ಖಾತಾ ಸಂಖ್ಯೆ, ಸರ್ವೆ ನಂ. 196 ರಲ್ಲಿನ ಹಳೆ ನಂ. 55, ಹೊಸ ನಂ. 55-644-196, ಬೆಂಗಳೂರು ದಕ್ಷಿಣ ತಾಲ್ಲೂಕು, ಉತ್ತರಹಳ್ಳಿ ಹೋಬಳಿ. ಪೂರ್ವಕ್ಕೆ: ರಸ್ತೆ, ಪಶ್ಚಿಮಕ್ಕೆ: ಖಾಸಗಿ ಸ್ವತ್ತು, ಉತ್ತರಕ್ಕೆ: ರಸ್ತೆ, ದಕ್ಷಿಣಕ್ಕೆ: ಖಾಸಗಿ ಸ್ವತ್ತು. [335, 945, 805, 962]
bank-footer [818, 908, 1280, 926]
account-desc-2: ಎಲ್ಲಾ ಭಾಗ ಮತ್ತು ಭಾಗಗಳ ಸ್ವತ್ತು: ಬಿ.ಬಿ.ಎಂ.ಪಿ ಖಾತಾ ಸಂಖ್ಯೆ, ಸರ್ವೆ ನಂ. 196 ರಲ್ಲಿನ ಹಳೆ ನಂ. 55, ಹೊಸ ನಂ. 55-644-196, ಬೆಂಗಳೂರು ದಕ್ಷಿಣ ತಾಲ್ಲೂಕು, ಉತ್ತರಹಳ್ಳಿ ಹೋಬಳಿ. ಪೂರ್ವಕ್ಕೆ: ರಸ್ತೆ, ಪಶ್ಚಿಮಕ್ಕೆ: ಖಾಸಗಿ ಸ್ವತ್ತು, ಉತ್ತರಕ್ಕೆ: ರಸ್ತೆ, ದಕ್ಷಿಣಕ್ಕೆ: ಖಾಸಗಿ ಸ್ವತ್ತು. [818, 654, 1280, 672]
kollegala-vs: Vs [874, 96, 884, 105]
mid-notice-1-header: ಸಾರ್ವಜನಿಕ ಸೂಚನೆ [544, 34, 590, 42]
yelahanka-adv: HARISHA G.D. Advocate [361, 349, 457, 358]
kgf-court: Sheristadar, II Addl. Civil Judge & JMFC at K.G.F. [183, 972, 315, 990]
krishi-body-3: ಬೆಂಗಳೂರು ಕೃಷಿ ಉತ್ಪನ್ನ ಮಾರುಕಟ್ಟೆ ಸಮಿತಿ ವ್ಯಾಪ್ತಿಯಲ್ಲಿನ ಮಳಿಗೆಗಳ ಹಂಚಿಕೆ ಕುರಿತಂತೆ ಈ ಮೂಲಕ ಸಾರ್ವಜನಿಕರಿಗೆ ಪ್ರಕಟಣೆ ನೀಡಲಾಗಿದೆ. ಮಳಿಗೆ ಹಂಚಿಕೆ ಪಡೆದ ವರ್ತಕರು ನಿಗದಿತ ದಿನಾಂಕದೊಳಗಾಗಿ ಬಾಕಿ ಮೊತ್ತ ಪಾವತಿಸಿ ದಾಖಲೆಗಳನ್ನು ಸಲ್ಲಿಸತಕ್ಕದ್ದು. ತಪ್ಪಿದ್ದಲ್ಲಿ ಹಂಚಿಕೆಯನ್ನು ರದ್ದುಪಡಿಸಲಾಗುವುದು. [9, 781, 163, 823]
possession-kind: (ಸ್ಥಿರಾಸ್ತಿ) [724, 554, 752, 565]
possession-date: ಸ್ವಾಧೀನ ದಿನಾಂಕ: 03.12.2025 [716, 695, 803, 704]
krishi-line: ಕ್ರ.ಸಂ. 10/4 [9, 761, 45, 770]
tender-schedule-line: (2) ಟೆಂಡರ್ ಸಲ್ಲಿಸಲು ಕೊನೆಯ ದಿನಾಂಕ: 15-12-2025 ರ ಸಂಜೆ 4:00 [8, 1739, 207, 1749]
kollegala-plaintiff: PLAINTIFF: SRI. MANI R. Son of Late Rajaj, Aged 34 Years, Sundrrali Village, Palya Hobli, Kollegala Taluk-571440 [804, 71, 950, 97]
bank-footer-sign: ಸಹಿ/- ಅಧಿಕೃತ ಅಧಿಕಾರಿ [1222, 908, 1280, 918]
account-ref: B.DIS/ALN/SR/03/87-88 [335, 884, 425, 893]
bbmp-ref: ಸಂಖ್ಯೆ: ಕಾಅ/ಶಿವಿ/ಟೆ-ಪೋ/04/2025-26 [9, 1123, 124, 1133]
tiptur-adv-name: DASTAGIR.A, Advocate, [176, 397, 269, 406]
krishi-sub: ಬೆಂಗಳೂರು ನಗರ ಜಿಲ್ಲೆ, ಯಶವಂತಪುರ [41, 493, 131, 502]
account-ref: B.DIS/ALN/SR/03/87-88 [818, 646, 908, 655]
account-desc: ಎಲ್ಲಾ ಭಾಗ ಮತ್ತು ಭಾಗಗಳ ಸ್ವತ್ತು: ಬಿ.ಬಿ.ಎಂ.ಪಿ ಖಾತಾ ಸಂಖ್ಯೆ, ಸರ್ವೆ ನಂ. 196 ರಲ್ಲಿನ ಹಳೆ ನಂ. 55, ಹೊಸ ನಂ. 55-644-196, ಬೆಂಗಳೂರು ದಕ್ಷಿಣ ತಾಲ್ಲೂಕು, ಉತ್ತರಹಳ್ಳಿ ಹೋಬಳಿ. ಪೂರ್ವಕ್ಕೆ: ರಸ್ತೆ, ಪಶ್ಚಿಮಕ್ಕೆ: ಖಾಸಗಿ ಸ್ವತ್ತು, ಉತ್ತರಕ್ಕೆ: ರಸ್ತೆ, ದಕ್ಷಿಣಕ್ಕೆ: ಖಾಸಗಿ ಸ್ವತ್ತು. [818, 861, 1280, 878]
bbmp-title: ಬೆಂಗಳೂರು ಕೇಂದ್ರ ನಗರ ಪಾಲಿಕೆ [117, 1056, 284, 1076]
tender-col-work: ಕಾಮಗಾರಿಯ ಹೆಸರು [31, 1193, 323, 1214]
bbmp-ref-bar [4, 1122, 327, 1136]
possession-rule: [ನಿಯಮ 8 (1)] [551, 554, 610, 565]
tiptur-defendant: 4. SRI.SANDEEP S/o Thimmabovi @ Kumar H.P Aged about 33 Years, Residing at 1/9, Thimmaiah garden Nagadevanahalli Ullalu Bangalore-560056. ...DEFENDANTS [176, 238, 326, 272]
demand-date: ಡಿಮ್ಯಾಂಡ್ ನೋಟಿಸ್ ದಿನಾಂಕ: 19.07.2025 [820, 765, 938, 774]
kgf-os: O.S. No. 504/2025 [213, 469, 285, 478]
account-desc-2: ಎಲ್ಲಾ ಭಾಗ ಮತ್ತು ಭಾಗಗಳ ಸ್ವತ್ತು: ಬಿ.ಬಿ.ಎಂ.ಪಿ ಖಾತಾ ಸಂಖ್ಯೆ, ಸರ್ವೆ ನಂ. 196 ರಲ್ಲಿನ ಹಳೆ ನಂ. 55, ಹೊಸ ನಂ. 55-644-196, ಬೆಂಗಳೂರು ದಕ್ಷಿಣ ತಾಲ್ಲೂಕು, ಉತ್ತರಹಳ್ಳಿ ಹೋಬಳಿ. ಪೂರ್ವಕ್ಕೆ: ರಸ್ತೆ, ಪಶ್ಚಿಮಕ್ಕೆ: ಖಾಸಗಿ ಸ್ವತ್ತು, ಉತ್ತರಕ್ಕೆ: ರಸ್ತೆ, ದಕ್ಷಿಣಕ್ಕೆ: ಖಾಸಗಿ ಸ್ವತ್ತು. [818, 732, 1280, 749]
account-desc: ಎಲ್ಲಾ ಭಾಗ ಮತ್ತು ಭಾಗಗಳ ಸ್ವತ್ತು: ಬಿ.ಬಿ.ಎಂ.ಪಿ ಖಾತಾ ಸಂಖ್ಯೆ, ಸರ್ವೆ ನಂ. 196 ರಲ್ಲಿನ ಹಳೆ ನಂ. 55, ಹೊಸ ನಂ. 55-644-196, ಬೆಂಗಳೂರು ದಕ್ಷಿಣ ತಾಲ್ಲೂಕು, ಉತ್ತರಹಳ್ಳಿ ಹೋಬಳಿ. ಪೂರ್ವಕ್ಕೆ: ರಸ್ತೆ, ಪಶ್ಚಿಮಕ್ಕೆ: ಖಾಸಗಿ ಸ್ವತ್ತು, ಉತ್ತರಕ್ಕೆ: ರಸ್ತೆ, ದಕ್ಷಿಣಕ್ಕೆ: ಖಾಸಗಿ ಸ್ವತ್ತು. [335, 791, 805, 808]
account-dates [335, 695, 805, 705]
public-notice-adv: C.E. Sudhakara, Advocate [1013, 331, 1115, 340]
mid-notice-1-line: ಕ್ರ.ಸಂ.19/2025 [543, 50, 591, 59]
account-desc: ಎಲ್ಲಾ ಭಾಗ ಮತ್ತು ಭಾಗಗಳ ಸ್ವತ್ತು: ಬಿ.ಬಿ.ಎಂ.ಪಿ ಖಾತಾ ಸಂಖ್ಯೆ, ಸರ್ವೆ ನಂ. 196 ರಲ್ಲಿನ ಹಳೆ ನಂ. 55, ಹೊಸ ನಂ. 55-644-196, ಬೆಂಗಳೂರು ದಕ್ಷಿಣ ತಾಲ್ಲೂಕು, ಉತ್ತರಹಳ್ಳಿ ಹೋಬಳಿ. ಪೂರ್ವಕ್ಕೆ: ರಸ್ತೆ, ಪಶ್ಚಿಮಕ್ಕೆ: ಖಾಸಗಿ ಸ್ವತ್ತು, ಉತ್ತರಕ್ಕೆ: ರಸ್ತೆ, ದಕ್ಷಿಣಕ್ಕೆ: ಖಾಸಗಿ ಸ್ವತ್ತು. [818, 707, 1280, 724]
kgf-title: IN THE COURT OF HON'BLE II ADDL. CIVIL JUDGE (Sr. Dn.) AT K.G.F. [184, 439, 314, 469]
bank-intro: ಸ್ವರ್ಣಭಾರತಿ ಸಹಕಾರ ಬ್ಯಾಂಕ್ ನಿಯಮಿತದ ಅಧಿಕೃತ ಅಧಿಕಾರಿಯಾದ ನಾನು, ಸೆಕ್ಯುರಿಟೈಸೇಶನ್ ಅಂಡ್ ರಿಕನ್ಸ್ಟ್ರಕ್ಷನ್ ಆಫ್ ಫೈನಾನ್ಷಿಯಲ್ ಅಸೆಟ್ಸ್ ಅಂಡ್ ಎನ್ಫೋರ್ಸ್‌ಮೆಂಟ್ ಆಫ್ ಸೆಕ್ಯುರಿಟಿ ಇಂಟರೆಸ್ಟ್ ಆಕ್ಟ್ 2002 ರ ಅಡಿಯಲ್ಲಿ ಮತ್ತು ಸೆಕ್ಯುರಿಟಿ ಇಂಟರೆಸ್ಟ್ (ಎನ್ಫೋರ್ಸ್‌ಮೆಂಟ್) ನಿಯಮಗಳು 2002 ರ ನಿಯಮ 3 ರೊಂದಿಗೆ ಓದಲಾದ ಸೆಕ್ಷನ್ 13(12) ರ ಅಡಿಯಲ್ಲಿ ಪ್ರದತ್ತವಾದ ಅಧಿಕಾರಗಳನ್ನು ಚಲಾಯಿಸಿ ಸಾಲಗಾರರಿಗೆ ಡಿಮ್ಯಾಂಡ್ ನೋಟಿಸ್ ಜಾರಿ ಮಾಡಿರುತ್ತೇನೆ. [335, 575, 805, 601]
account-head: 2. ಸಾಲಗಾರರು/ಜಾಮೀನುದಾರರು: ಶ್ರೀ ಆರ್. ಎಂ. (ಸಾಲಗಾರರು), ನಂ. 505, ಹೊಸಕೆರೆಹಳ್ಳಿ, ಬೆಂಗಳೂರು-560085 [335, 685, 619, 694]
public-notice-title: PUBLIC NOTICE [976, 34, 1106, 51]
account-dates [335, 1003, 805, 1013]
possession-date: ಸ್ವಾಧೀನ ದಿನಾಂಕ: 29.11.2025 [716, 849, 803, 858]
public-notice-office: Office at Near Court Complex, opposite to Indian oil Petrol bunk, Sidlaghatta-562 105. [968, 339, 1115, 365]
account-ref: B.DIS/ALN/SR/03/87-88 [335, 1038, 425, 1047]
krishi-line: 15 ದಿನಗಳೊಳಗಾಗಿ [9, 894, 56, 903]
kgf-schedule-title: SCHEDULE [228, 846, 270, 855]
kgf-paper: EXPARTE PAPER PUBLICATION [190, 645, 308, 654]
account-amount: ಬಾಕಿ ಮೊತ್ತ: ರೂ. 67,10,000/- ದಿನಾಂಕ 28.11.2025 ರಂತೆ [818, 776, 988, 785]
account-ref: B.DIS/ALN/SR/03/87-88 [818, 877, 908, 886]
tender-row-no: 2. [9, 1342, 31, 1470]
krishi-logo [66, 440, 106, 480]
account-desc: ಎಲ್ಲಾ ಭಾಗ ಮತ್ತು ಭಾಗಗಳ ಸ್ವತ್ತು: ಬಿ.ಬಿ.ಎಂ.ಪಿ ಖಾತಾ ಸಂಖ್ಯೆ, ಸರ್ವೆ ನಂ. 196 ರಲ್ಲಿನ ಹಳೆ ನಂ. 55, ಹೊಸ ನಂ. 55-644-196, ಬೆಂಗಳೂರು ದಕ್ಷಿಣ ತಾಲ್ಲೂಕು, ಉತ್ತರಹಳ್ಳಿ ಹೋಬಳಿ. ಪೂರ್ವಕ್ಕೆ: ರಸ್ತೆ, ಪಶ್ಚಿಮಕ್ಕೆ: ಖಾಸಗಿ ಸ್ವತ್ತು, ಉತ್ತರಕ್ಕೆ: ರಸ್ತೆ, ದಕ್ಷಿಣಕ್ಕೆ: ಖಾಸಗಿ ಸ್ವತ್ತು. [818, 784, 1280, 801]
mid-notice-1-line: ದಿನಾಂಕ: 01.03.2018 [492, 309, 559, 318]
mid-notice-1-body-2: ಈ ಮೂಲಕ ಸಾರ್ವಜನಿಕರಿಗೆ ತಿಳಿಯಪಡಿಸುವುದೇನೆಂದರೆ ಕೆಳಕಂಡ ಸ್ಥಿರಾಸ್ತಿಯ ಬಗ್ಗೆ ಅರ್ಜಿದಾರರು ಸಲ್ಲಿಸಿರುವ ಅರ್ಜಿಯ ವಿಚಾರಣೆ ನಡೆಯುತ್ತಿದ್ದು ಯಾರಿಗಾದರೂ ಆಕ್ಷೇಪಣೆಗಳಿದ್ದಲ್ಲಿ ಸಲ್ಲಿಸಬಹುದು. ಈ ಮೂಲಕ ಸಾರ್ವಜನಿಕರಿಗೆ ತಿಳಿಯಪಡಿಸುವುದೇನೆಂದರೆ ಕೆಳಕಂಡ ಸ್ಥಿರಾಸ್ತಿಯ ಬಗ್ಗೆ ಅರ್ಜಿದಾರರು ಸಲ್ಲಿಸಿರುವ ಅರ್ಜಿಯ ವಿಚಾರಣೆ ನಡೆಯುತ್ತಿದ್ದು ಯಾರಿಗಾದರೂ ಆಕ್ಷೇಪಣೆಗಳಿದ್ದಲ್ಲಿ ಸಲ್ಲಿಸಬಹುದು. ಈ ಮೂಲಕ ಸಾರ್ವಜನಿಕರಿಗೆ ತಿಳಿಯಪಡಿಸುವುದೇನೆಂದರೆ ಕೆಳಕಂಡ ಸ್ಥಿರಾಸ್ತಿಯ ಬಗ್ಗೆ. [492, 156, 642, 214]
account-desc-2: ಎಲ್ಲಾ ಭಾಗ ಮತ್ತು ಭಾಗಗಳ ಸ್ವತ್ತು: ಬಿ.ಬಿ.ಎಂ.ಪಿ ಖಾತಾ ಸಂಖ್ಯೆ, ಸರ್ವೆ ನಂ. 196 ರಲ್ಲಿನ ಹಳೆ ನಂ. 55, ಹೊಸ ನಂ. 55-644-196, ಬೆಂಗಳೂರು ದಕ್ಷಿಣ ತಾಲ್ಲೂಕು, ಉತ್ತರಹಳ್ಳಿ ಹೋಬಳಿ. ಪೂರ್ವಕ್ಕೆ: ರಸ್ತೆ, ಪಶ್ಚಿಮಕ್ಕೆ: ಖಾಸಗಿ ಸ್ವತ್ತು, ಉತ್ತರಕ್ಕೆ: ರಸ್ತೆ, ದಕ್ಷಿಣಕ್ಕೆ: ಖಾಸಗಿ ಸ್ವತ್ತು. [335, 662, 805, 679]
yelahanka-respondent: 1) Resp. No.3: Smt. Ushantha, D/o. Late. C. Narayanaswamy, aged about 45 years [339, 131, 471, 157]
mid-notice-2-sign: ಸಹಿ/- ಉಪ ವಿಭಾಗಾಧಿಕಾರಿಗಳು [719, 345, 791, 354]
account-entry [818, 674, 1280, 748]
masthead-date: ಬೆಂಗಳೂರು | ಶುಕ್ರವಾರ, 5 ಡಿಸೆಂಬರ್ 2025 [10, 3, 184, 17]
bank-phone: ದೂರವಾಣಿ ಸಂಖ್ಯೆ: 080-26762629/30, 41122816 [486, 518, 736, 532]
krishi-line: ದಿನಾಂಕ: 23.11.2017 [9, 647, 76, 656]
land-notice-sign-place: ಕಂದಾಯ ನಿರೀಕ್ಷಕರು, ಜಯಪುರ ಹೋಬಳಿ [69, 385, 163, 394]
possession-date: ಸ್ವಾಧೀನ ದಿನಾಂಕ: 29.11.2025 [716, 926, 803, 935]
account-head: 7. ಸಾಲಗಾರರು/ಜಾಮೀನುದಾರರು: ಶ್ರೀ ಕೆ. ಕೃಷ್ಣಪ್ಪ, ನಂ. 55, ಬನಶಂಕರಿ, ಬೆಂಗಳೂರು-560050 [818, 447, 1051, 455]
yelahanka-notice [334, 30, 484, 430]
account-amount: ಬಾಕಿ ಮೊತ್ತ: ರೂ. 86,62,000/- ದಿನಾಂಕ 28.11.2025 ರಂತೆ [818, 698, 988, 707]
milk-subtitle: ಸಾರ್ವಜನಿಕ ಪ್ರಕಟಣೆ [1180, 77, 1228, 86]
possession-date: ಸ್ವಾಧೀನ ದಿನಾಂಕ: 29.11.2025 [716, 618, 803, 627]
account-amount: ಬಾಕಿ ಮೊತ್ತ: ರೂ. 82,23,000/- ದಿನಾಂಕ 28.11.2025 ರಂತೆ [818, 467, 988, 476]
bank-footer-bank: ಸ್ವರ್ಣಭಾರತಿ ಸಹಕಾರ ಬ್ಯಾಂಕ್ ನಿ. [1197, 917, 1280, 927]
account-ref: B.DIS/ALN/SR/03/87-88 [818, 492, 908, 501]
account-ref: B.DIS/ALN/SR/03/87-88 [818, 569, 908, 578]
account-amount: ಬಾಕಿ ಮೊತ್ತ: ರೂ. 19,80,000/- ದಿನಾಂಕ 02.12.2025 ರಂತೆ [818, 544, 988, 553]
account-head: 9. ಸಾಲಗಾರರು/ಜಾಮೀನುದಾರರು: ಶ್ರೀ ಶ್ರೀನಿವಾಸ್, ನಂ. 173, 9ನೇ ಮುಖ್ಯ, ಬೆಂಗಳೂರು-560043 [818, 601, 1062, 610]
tender-intro: (ಕೃಪಾ ಪೋರ್ಟಲ್ https://kppp.karnataka.gov.in ಮುಖಾಂತರ) ಕಾರ್ಯಪಾಲಕ ಅಭಿಯಂತರರು, ಶಿವಾಜಿನಗರ ವಿಭಾಗ, ಬೆಂಗಳೂರು ಕೇಂದ್ರ ನಗರ ಪಾಲಿಕೆ ರವರು ಈ ಕೆಳಕಂಡ ಕಾಮಗಾರಿಗಳಿಗೆ ನೊಂದಾಯಿತ ಗುತ್ತಿಗೆದಾರರಿಂದ ಇ-ಪ್ರೊಕ್ಯೂರ್‌ಮೆಂಟ್ ಮುಖಾಂತರ ಟೆಂಡರ್ ಆಹ್ವಾನಿಸಲಾಗಿದೆ. [8, 1162, 323, 1189]
kgf-court-notice [171, 436, 327, 1030]
tender-row-desc-cell [31, 1342, 323, 1470]
tiptur-court-notice [171, 30, 331, 430]
milk-ref: ಸಂಖ್ಯೆ: ಸಹಕಾರ/1958/2025-26 ದಿನಾಂಕ: 03.12.2025 [1128, 55, 1280, 76]
yelahanka-respondent: 2) Resp. No.4: Smt. Annabha, D/o. Late. C. Narayanaswamy, aged about 43 years. Panchayath No. 3 and 4 are Residing at Bagalur Village, Jala Hobli, Bangalore North Taluk, Bangalore. [339, 156, 479, 199]
account-dates [818, 611, 1280, 621]
account-amount: ಬಾಕಿ ಮೊತ್ತ: ರೂ. 67,17,000/- ದಿನಾಂಕ 28.11.2025 ರಂತೆ [335, 629, 505, 638]
kollegala-title: IN THE COURT OF THE HON'BLE PRL CIVIL JUDGE (JR.DN) AT KOLLEGALA [811, 33, 947, 63]
tiptur-court: Senior Sheristedar, Senior Civil Judge & JMFC Court, Tiptur [177, 372, 325, 389]
krishi-line: ದಿನಾಂಕ: 04.12.2025 [9, 902, 71, 911]
tender-table-header [9, 1193, 323, 1214]
mid-notice-2-line: ಸರ್ವೆ ನಂ. 13.02.1998 [655, 206, 726, 215]
account-dates [818, 688, 1280, 698]
kgf-schedule: 1. The land bearing Survey No.61/1, measuring 0.21 Guntas, 2. The land bearing Survey No.62, measuring 0.11 Guntas, Both the properties are situated at Swarnakuppa Village, Robertsonpet Hobli, K.G.F Taluk, which comes within the Limits of C.M.C, Robertsonpet, K.G.F., and both the properties are having common boundaries, the same are bounded on East by : Private Houses, West by : Road, North by : Private Houses, and South by : Private Houses and Shops. [176, 855, 322, 964]
account-entry [818, 751, 1280, 825]
land-notice-sign-date: ದಿನಾಂಕ: 04.12.2025 [9, 394, 71, 403]
public-notice-box [962, 30, 1120, 430]
bank-footer-date: ದಿನಾಂಕ: 03.12.2025 [818, 908, 890, 918]
mid-notice-2-body-2: ಕರ್ನಾಟಕ ಭೂ ಕಂದಾಯ ಕಾಯ್ದೆ ಅಡಿಯಲ್ಲಿ ಸದರಿ ಜಮೀನಿಗೆ ಸಂಬಂಧಿಸಿದಂತೆ ಆಕ್ಷೇಪಣೆಗಳನ್ನು ಆಹ್ವಾನಿಸಲಾಗಿದೆ. ಆಕ್ಷೇಪಣೆಗಳಿದ್ದಲ್ಲಿ ಈ ಕಚೇರಿಗೆ ಲಿಖಿತವಾಗಿ ಸಲ್ಲಿಸತಕ್ಕದ್ದು. ಕರ್ನಾಟಕ ಭೂ ಕಂದಾಯ ಕಾಯ್ದೆ ಅಡಿಯಲ್ಲಿ ಸದರಿ ಜಮೀನಿಗೆ ಸಂಬಂಧಿಸಿದಂತೆ. [655, 218, 791, 251]
public-notice-body: Under instructions from my clients (1) Smt. Venkatamma W/o Muniyappa, aged about 76 years, 2) Shri. Muniyappa S/o Late Channappa, aged about 73 years 3) Sri. Manjunatha S/o Muniyappa Aged about 37 years 4) Sri. Naveen Kumar S/o Muniyappa Aged about 34 years. 6) Sri. Naveen All are residing at Doganamadanahalli Village, Kasaba Hobli, Sidlaghatta Taluk, Chikkaballapur District, we were executed a General power of Attorney in favour of Smt. Nagaveni W/o Byreddy in respect of Sy.No.179/4 (New Sy.No.2) measuring an extent of 1 acre 33 guntas situated at Doganamadanahalli Village, Kasaba Hobli, Sidlaghatta Taluk, Chikkaballapura District vide registered General Power of Attorney dated 05-12-2013 vide reg. No. SDG-04-00349-2013-14, stored in CD No. SDGB7 before the Sub-Registrar, Sidlaghatta is hereby terminated and cancelled as my clients. Thereafter is a notice to public that no person should deal with my clients with regard to the above said property. Any person who is dealing with my clients then my clients has given to you as been withdrawn and any acts and deeds done by you has not been binding on to my clients. Public are hereby warned not to deal with the above said Schedule Property. [967, 59, 1115, 328]
bank-footer-place: ಸ್ಥಳ: ಬೆಂಗಳೂರು [818, 917, 861, 927]
account-desc: ಎಲ್ಲಾ ಭಾಗ ಮತ್ತು ಭಾಗಗಳ ಸ್ವತ್ತು: ಬಿ.ಬಿ.ಎಂ.ಪಿ ಖಾತಾ ಸಂಖ್ಯೆ, ಸರ್ವೆ ನಂ. 196 ರಲ್ಲಿನ ಹಳೆ ನಂ. 55, ಹೊಸ ನಂ. 55-644-196, ಬೆಂಗಳೂರು ದಕ್ಷಿಣ ತಾಲ್ಲೂಕು, ಉತ್ತರಹಳ್ಳಿ ಹೋಬಳಿ. ಪೂರ್ವಕ್ಕೆ: ರಸ್ತೆ, ಪಶ್ಚಿಮಕ್ಕೆ: ಖಾಸಗಿ ಸ್ವತ್ತು, ಉತ್ತರಕ್ಕೆ: ರಸ್ತೆ, ದಕ್ಷಿಣಕ್ಕೆ: ಖಾಸಗಿ ಸ್ವತ್ತು. [818, 553, 1280, 570]
kgf-plaintiffs: PLAINTIFFS: 1. Sri. Kabilarasan. R S/o Rajashekar Aged about 44 years, R/at No.120, A Block, Ashok Nagar, Oorgaum Post, K.G.F-563120, Kolar District. 2. Sri. Vimal Kumar S/o Vishwanathan, Aged about 36 years, R/at No.15, Kennedy's 1st Line, Oorgaum Post, K.G.F - 563120, K.G.F. Taluk, Kolar District. 3. Sri. Ajay Chandran. S/o Uma Chandran. G. Aged about 35 years, R/at No.1, Kennedy's 2nd Line, Oorgaum Post, K.G.F-563120, K.G.F. Taluk, Kolar District. [176, 477, 322, 578]
kgf-adv: Advocate for Plaintiffs, J. Premalatharajesh, B.Com., LL.B., Advocate, K.G.F. [176, 989, 291, 1015]
page-footer [0, 2003, 1289, 2019]
tender-schedule [8, 1730, 323, 1766]
bbmp-date: ದಿನಾಂಕ: 04-12-2025 [250, 1123, 322, 1133]
account-entry [335, 758, 805, 832]
possession-date: ಸ್ವಾಧೀನ ದಿನಾಂಕ: 29.11.2025 [1191, 457, 1278, 466]
account-head: 10. ಸಾಲಗಾರರು/ಜಾಮೀನುದಾರರು: ಶ್ರೀ ಕುಮಾರ್, ನಂ. 23/4, 2ನೇ ಕ್ರಾಸ್, ಬೆಂಗಳೂರು-560025 [818, 678, 1064, 687]
account-dates [335, 618, 805, 628]
tender-row-amount: ಕಾಮಗಾರಿಯ ಮೊತ್ತ: ₹14.25 ಲಕ್ಷಗಳು, ಇ.ಎಂ.ಡಿ ಮೊತ್ತ: ₹35,625.00 [34, 1636, 239, 1646]
tender-row-desc: 2025-26 ನೇ ಸಾಲಿನ ಶಿವಾಜಿನಗರ ವಿಧಾನಸಭಾ ಕ್ಷೇತ್ರದ ರಾಮಸ್ವಾಮಿಪಾಳ್ಯ ವಾರ್ಡ್ ವ್ಯಾಪ್ತಿಯಲ್ಲಿ ರಸ್ತೆ ದುರಸ್ತಿ ಕಾಮಗಾರಿ (ಪ್ಯಾಕೇಜ್-3) [34, 1472, 297, 1489]
tiptur-defendant: 3. SRI.RAGHAVENDRA.K S/o Thimmabovi @ Kumar H.P Aged about 35 Years, Residing at No.1/9, Thimmaiah Garden Behind chithra kuta school, Nagadevanahalli, Bangalore-560056. [176, 196, 318, 238]
yelahanka-order: By order of the Court, Assistant Commissioner Bangalore North Sub-Division at Bangalore [346, 324, 472, 350]
tiptur-order: By Order of the Court [208, 363, 294, 372]
krishi-notice [4, 436, 168, 1030]
account-entry [335, 604, 805, 678]
tiptur-advocate: Advocate for Plaintiff [176, 389, 250, 398]
account-amount: ಬಾಕಿ ಮೊತ್ತ: ರೂ. 45,98,000/- ದಿನಾಂಕ 28.11.2025 ರಂತೆ [335, 1014, 505, 1023]
account-dates [818, 456, 1280, 466]
demand-date: ಡಿಮ್ಯಾಂಡ್ ನೋಟಿಸ್ ದಿನಾಂಕ: 21.07.2025 [337, 849, 455, 858]
emblem-icon [14, 1051, 68, 1105]
account-desc-2: ಎಲ್ಲಾ ಭಾಗ ಮತ್ತು ಭಾಗಗಳ ಸ್ವತ್ತು: ಬಿ.ಬಿ.ಎಂ.ಪಿ ಖಾತಾ ಸಂಖ್ಯೆ, ಸರ್ವೆ ನಂ. 196 ರಲ್ಲಿನ ಹಳೆ ನಂ. 55, ಹೊಸ ನಂ. 55-644-196, ಬೆಂಗಳೂರು ದಕ್ಷಿಣ ತಾಲ್ಲೂಕು, ಉತ್ತರಹಳ್ಳಿ ಹೋಬಳಿ. ಪೂರ್ವಕ್ಕೆ: ರಸ್ತೆ, ಪಶ್ಚಿಮಕ್ಕೆ: ಖಾಸಗಿ ಸ್ವತ್ತು, ಉತ್ತರಕ್ಕೆ: ರಸ್ತೆ, ದಕ್ಷಿಣಕ್ಕೆ: ಖಾಸಗಿ ಸ್ವತ್ತು. [818, 886, 1280, 903]
yelahanka-between: BETWEEN: Sri. Alla Bakash and others ... APPELLANTS [339, 81, 462, 98]
bbmp-sub2: ತಿಮ್ಮಯ್ಯ ರಸ್ತೆ, ಶಿವಾಜಿ ರಸ್ತೆ, ಶಿವಾಜಿನಗರ [147, 1089, 254, 1099]
demand-date: ಡಿಮ್ಯಾಂಡ್ ನೋಟಿಸ್ ದಿನಾಂಕ: 01.08.2025 [820, 534, 938, 543]
land-notice-body: ಸದರಿ ಜಮೀನಿನ ಬಗ್ಗೆ ಯಾರಿಗಾದರೂ ಆಕ್ಷೇಪಣೆಗಳಿದ್ದಲ್ಲಿ ಈ ಪ್ರಕಟಣೆ ಪ್ರಕಟವಾದ 15 ದಿನಗಳೊಳಗಾಗಿ ಲಿಖಿತ ರೂಪದಲ್ಲಿ ದಾಖಲೆಗಳೊಂದಿಗೆ ಸಲ್ಲಿಸತಕ್ಕದ್ದು. ತಪ್ಪಿದ್ದಲ್ಲಿ ಮುಂದಿನ ಕ್ರಮ ಕೈಗೊಳ್ಳಲಾಗುವುದು. ಸದರಿ ಜಮೀನಿನ ಬಗ್ಗೆ ಯಾರಿಗಾದರೂ ಆಕ್ಷೇಪಣೆಗಳಿದ್ದಲ್ಲಿ ಈ ಪ್ರಕಟಣೆ ಪ್ರಕಟವಾದ 15 ದಿನಗಳೊಳಗಾಗಿ ಲಿಖಿತ ರೂಪದಲ್ಲಿ ದಾಖಲೆಗಳೊಂದಿಗೆ ಸಲ್ಲಿಸತಕ್ಕದ್ದು. ತಪ್ಪಿದ್ದಲ್ಲಿ ಮುಂದಿನ ಕ್ರಮ ಕೈಗೊಳ್ಳಲಾಗುವುದು. ಸದರಿ ಜಮೀನಿನ ಬಗ್ಗೆ ಯಾರಿಗಾದರೂ ಆಕ್ಷೇಪಣೆಗಳಿದ್ದಲ್ಲಿ ಈ ಪ್ರಕಟಣೆ ಪ್ರಕಟವಾದ 15 ದಿನಗಳೊಳಗಾಗಿ ಲಿಖಿತ ರೂಪದಲ್ಲಿ ದಾಖಲೆಗಳೊಂದಿಗೆ ಸಲ್ಲಿಸತಕ್ಕದ್ದು. [9, 69, 163, 135]
account-amount: ಬಾಕಿ ಮೊತ್ತ: ರೂ. 72,85,000/- ದಿನಾಂಕ 28.11.2025 ರಂತೆ [335, 860, 505, 869]
